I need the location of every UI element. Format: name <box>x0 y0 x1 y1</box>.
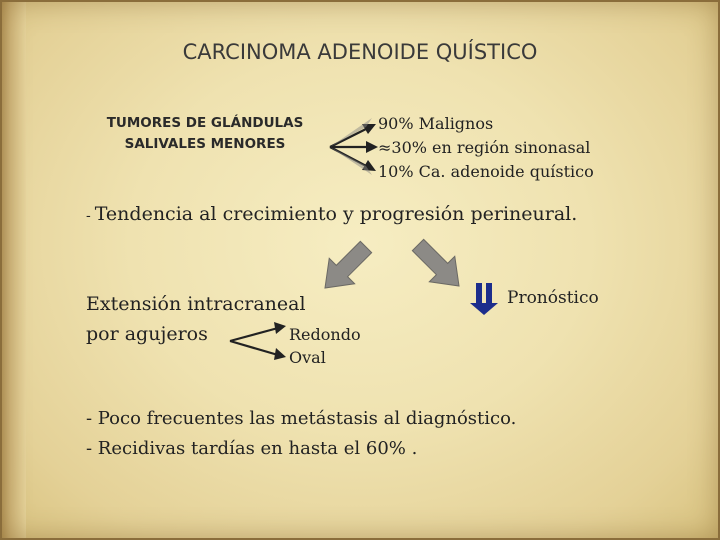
stat-adenoid-cystic: 10% Ca. adenoide quístico <box>378 162 594 181</box>
stat-sinonasal: ≈30% en región sinonasal <box>378 138 591 157</box>
note-recurrence: - Recidivas tardías en hasta el 60% . <box>86 438 418 459</box>
prognosis-label: Pronóstico <box>507 288 599 308</box>
tumor-type-label: TUMORES DE GLÁNDULAS SALIVALES MENORES <box>106 115 304 152</box>
note-metastasis: - Poco frecuentes las metástasis al diagnóstico. <box>86 408 517 429</box>
slide-title: CARCINOMA ADENOIDE QUÍSTICO <box>182 40 538 64</box>
extension-line-1: Extensión intracraneal <box>86 293 306 315</box>
stat-malignant: 90% Malignos <box>378 114 494 133</box>
foramen-option-round: Redondo <box>289 325 361 344</box>
foramen-option-oval: Oval <box>289 348 326 367</box>
tendency-text: Tendencia al crecimiento y progresión perineural. <box>94 203 578 225</box>
tendency-dash: - <box>86 208 91 224</box>
extension-line-2: por agujeros <box>86 323 208 345</box>
